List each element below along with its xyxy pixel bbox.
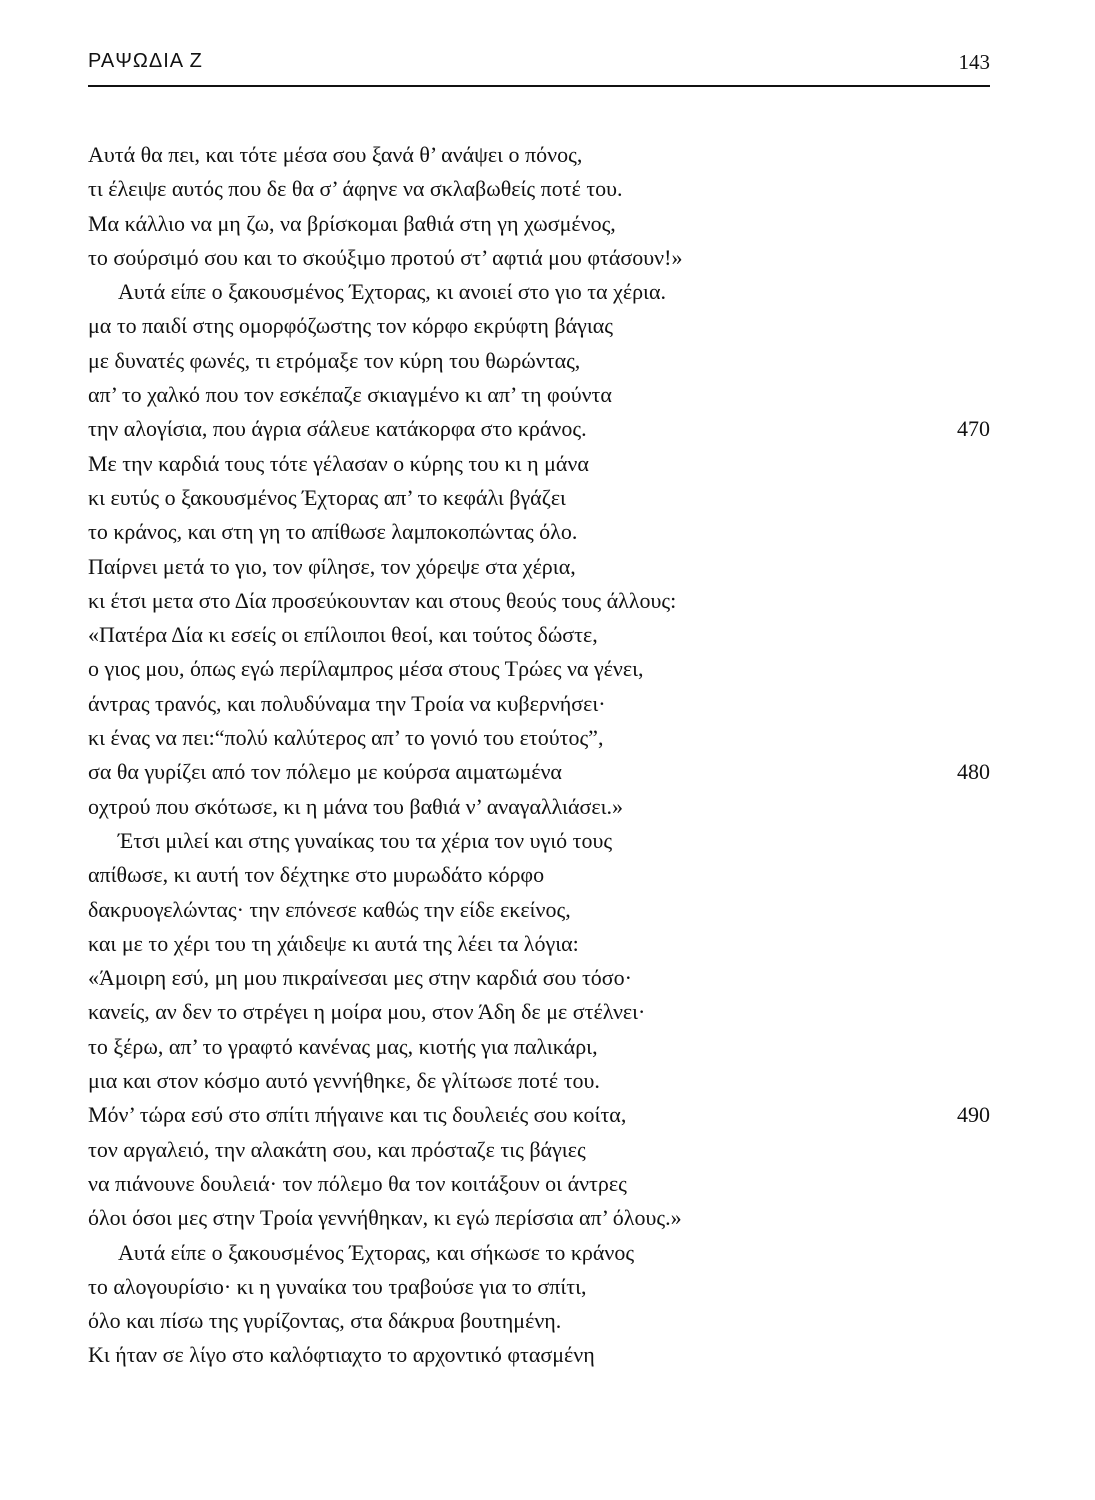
verse-line	[88, 1304, 990, 1338]
verse-line	[88, 447, 990, 481]
verse-text: Με την καρδιά τους τότε γέλασαν ο κύρης του κι η μάνα	[88, 450, 589, 476]
verse-line	[88, 755, 990, 789]
verse-text: Μα κάλλιο να μη ζω, να βρίσκομαι βαθιά στη γη χωσμένος,	[88, 210, 616, 236]
verse-text: απ’ το χαλκό που τον εσκέπαζε σκιαγμένο κι απ’ τη φούντα	[88, 382, 612, 408]
verse-text: Έτσι μιλεί και στης γυναίκας του τα χέρια τον υγιό τους	[118, 827, 613, 853]
verse-line	[88, 309, 990, 343]
verse-line	[88, 1064, 990, 1098]
verse-text: Παίρνει μετά το γιο, τον φίλησε, τον χόρεψε στα χέρια,	[88, 553, 576, 579]
verse-text: και με το χέρι του τη χάιδεψε κι αυτά της λέει τα λόγια:	[88, 930, 579, 956]
verse-line	[88, 893, 990, 927]
line-number: 490	[957, 1102, 990, 1128]
verse-line	[88, 927, 990, 961]
verse-text: μα το παιδί στης ομορφόζωστης τον κόρφο εκρύφτη βάγιας	[88, 313, 614, 339]
verse-line	[88, 961, 990, 995]
verse-line	[88, 1098, 990, 1132]
verse-line	[88, 344, 990, 378]
page-number: 143	[958, 50, 990, 74]
verse-text: κι ευτύς ο ξακουσμένος Έχτορας απ’ το κεφάλι βγάζει	[88, 484, 566, 510]
verse-line	[88, 550, 990, 584]
verse-text: κανείς, αν δεν το στρέγει η μοίρα μου, στον Άδη δε με στέλνει·	[88, 999, 646, 1025]
verse-line	[88, 1236, 990, 1270]
verse-text: άντρας τρανός, και πολυδύναμα την Τροία να κυβερνήσει·	[88, 690, 606, 716]
verse-text: Αυτά είπε ο ξακουσμένος Έχτορας, και σήκωσε το κράνος	[118, 1239, 635, 1265]
verse-line	[88, 618, 990, 652]
verse-line	[88, 1167, 990, 1201]
header-rule	[88, 85, 990, 87]
verse-text: όλοι όσοι μες στην Τροία γεννήθηκαν, κι εγώ περίσσια απ’ όλους.»	[88, 1205, 682, 1231]
verse-text: «Πατέρα Δία κι εσείς οι επίλοιποι θεοί, και τούτος δώστε,	[88, 622, 598, 648]
verse-line	[88, 172, 990, 206]
verse-line	[88, 858, 990, 892]
verse-line	[88, 275, 990, 309]
verse-line	[88, 1338, 990, 1372]
verse-line	[88, 138, 990, 172]
verse-text: το ξέρω, απ’ το γραφτό κανένας μας, κιοτής για παλικάρι,	[88, 1033, 598, 1059]
verse-text: το κράνος, και στη γη το απίθωσε λαμποκοπώντας όλο.	[88, 519, 578, 545]
verse-text: Κι ήταν σε λίγο στο καλόφτιαχτο το αρχοντικό φτασμένη	[88, 1342, 595, 1368]
verse-line	[88, 412, 990, 446]
verse-text: σα θα γυρίζει από τον πόλεμο με κούρσα αιματωμένα	[88, 759, 562, 785]
verse-line	[88, 584, 990, 618]
verse-text: το αλογουρίσιο· κι η γυναίκα του τραβούσε για το σπίτι,	[88, 1273, 587, 1299]
line-number: 480	[957, 759, 990, 785]
verse-text: Αυτά θα πει, και τότε μέσα σου ξανά θ’ ανάψει ο πόνος,	[88, 142, 583, 167]
verse-text: όλο και πίσω της γυρίζοντας, στα δάκρυα βουτημένη.	[88, 1308, 562, 1334]
verse-line	[88, 1201, 990, 1235]
verse-line	[88, 207, 990, 241]
verse-text: οχτρού που σκότωσε, κι η μάνα του βαθιά ν’ αναγαλλιάσει.»	[88, 793, 624, 819]
verse-text: κι ένας να πει:“πολύ καλύτερος απ’ το γονιό του ετούτος”,	[88, 725, 604, 751]
verse-line	[88, 515, 990, 549]
verse-block	[88, 138, 990, 1373]
verse-text: τον αργαλειό, την αλακάτη σου, και πρόσταζε τις βάγιες	[88, 1136, 586, 1162]
verse-line	[88, 790, 990, 824]
verse-text: το σούρσιμό σου και το σκούξιμο προτού στ’ αφτιά μου φτάσουν!»	[88, 244, 683, 270]
verse-text: τι έλειψε αυτός που δε θα σ’ άφηνε να σκλαβωθείς ποτέ του.	[88, 176, 623, 202]
verse-text: Αυτά είπε ο ξακουσμένος Έχτορας, κι ανοιεί στο γιο τα χέρια.	[118, 279, 666, 305]
verse-line	[88, 652, 990, 686]
verse-line	[88, 721, 990, 755]
running-head: ΡΑΨΩΔΙΑ Ζ	[88, 50, 203, 72]
verse-text: με δυνατές φωνές, τι ετρόμαξε τον κύρη του θωρώντας,	[88, 347, 581, 373]
verse-line	[88, 481, 990, 515]
verse-line	[88, 687, 990, 721]
verse-line	[88, 824, 990, 858]
page-header	[88, 50, 990, 80]
verse-text: ο γιος μου, όπως εγώ περίλαμπρος μέσα στους Τρώες να γένει,	[88, 656, 644, 682]
verse-line	[88, 241, 990, 275]
verse-line	[88, 1270, 990, 1304]
verse-line	[88, 995, 990, 1029]
verse-text: να πιάνουνε δουλειά· τον πόλεμο θα τον κοιτάξουν οι άντρες	[88, 1170, 627, 1196]
verse-text: «Άμοιρη εσύ, μη μου πικραίνεσαι μες στην καρδιά σου τόσο·	[88, 965, 632, 991]
verse-line	[88, 1133, 990, 1167]
verse-text: μια και στον κόσμο αυτό γεννήθηκε, δε γλίτωσε ποτέ του.	[88, 1068, 600, 1094]
verse-text: απίθωσε, κι αυτή τον δέχτηκε στο μυρωδάτο κόρφο	[88, 862, 545, 888]
verse-text: Μόν’ τώρα εσύ στο σπίτι πήγαινε και τις δουλειές σου κοίτα,	[88, 1102, 627, 1128]
line-number: 470	[957, 416, 990, 442]
verse-text: την αλογίσια, που άγρια σάλευε κατάκορφα στο κράνος.	[88, 416, 587, 442]
verse-text: δακρυογελώντας· την επόνεσε καθώς την είδε εκείνος,	[88, 896, 571, 922]
verse-line	[88, 1030, 990, 1064]
verse-text: κι έτσι μετα στο Δία προσεύκουνταν και στους θεούς τους άλλους:	[88, 587, 677, 613]
verse-line	[88, 378, 990, 412]
